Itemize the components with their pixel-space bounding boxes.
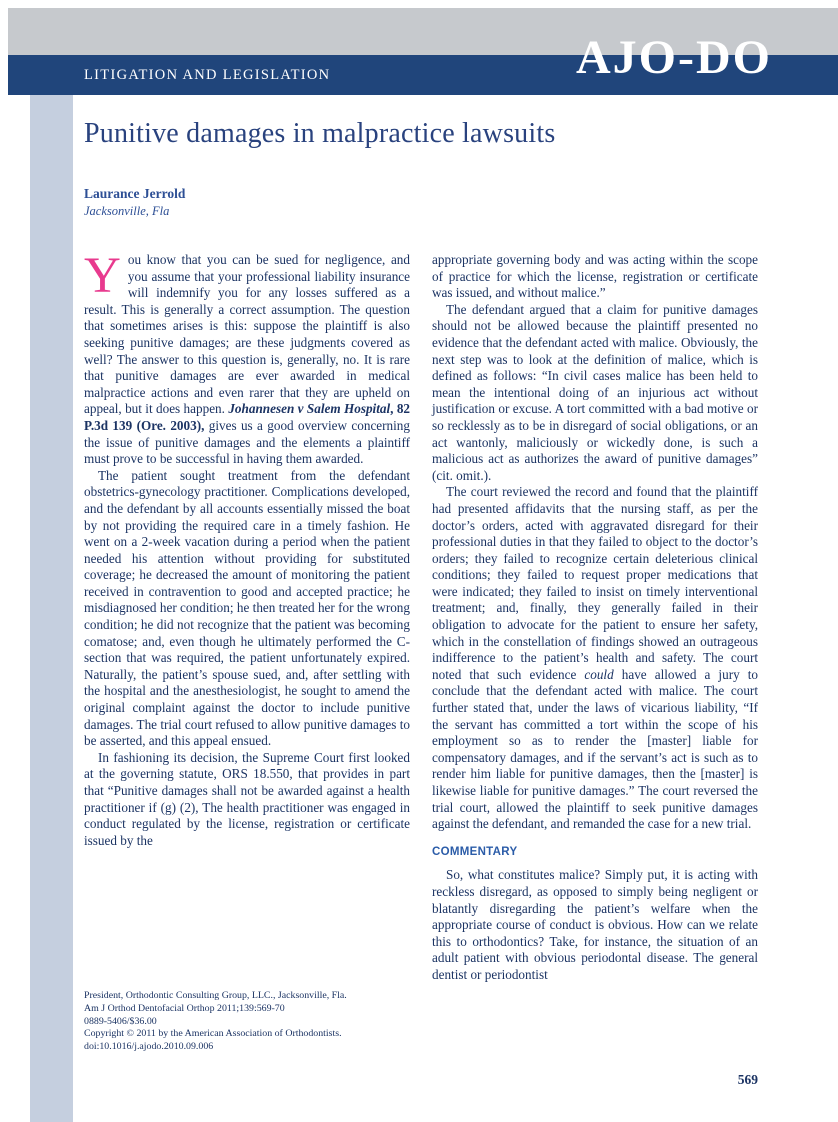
body-paragraph: So, what constitutes malice? Simply put, it is acting with reckless disregard, as opposed to simply being negligent or blatantly disregarding the patient’s welfare when the appropriate course of conduct is obvious. How can we relate this to orthodontics? Take, for instance, the situation of an adult patient with obvious periodontal disease. The general dentist or periodontist xyxy=(432,867,758,982)
body-paragraph: The patient sought treatment from the defendant obstetrics-gynecology practitioner. Complications developed, and the defendant by all accounts essentially missed the boat by not providing the required care in a timely fashion. He went on a 2-week vacation during a period when the patient needed his attention without providing for substituted coverage; he decreased the amount of monitoring the patient received in contravention to good and accepted practice; he misdiagnosed her condition; he then treated her for the wrong condition; he did not recognize that the patient was becoming comatose; and, even though he ultimately performed the C-section that was required, the patient unfortunately expired. Naturally, the patient’s spouse sued, and, after settling with the hospital and the anesthesiologist, he sought to amend the original complaint against the doctor to include punitive damages. The trial court refused to allow punitive damages to be asserted, and this appeal ensued. xyxy=(84,467,410,749)
body-paragraph: The court reviewed the record and found that the plaintiff had presented affidavits that the nursing staff, as per the doctor’s orders, acted with aggravated disregard for their professional duties in that they failed to object to the doctor’s orders; they failed to recognize certain deleterious clinical conditions; they failed to request proper medications that were indicated; they failed to insist on timely interventional treatment; and, finally, they generally failed in their obligation to advocate for the patient to ensure her safety, which in the constellation of findings showed an outrageous indifference to the patient’s health and safety. The court noted that such evidence could have allowed a jury to conclude that the defendant acted with malice. The court further stated that, under the laws of vicarious liability, “If the servant has committed a tort within the scope of his employment so as to render the [master] liable for compensatory damages, and if the servant’s act is such as to render him liable for punitive damages, then the [master] is likewise liable for punitive damages.” The court reversed the trial court, allowed the plaintiff to seek punitive damages against the defendant, and remanded the case for a new trial. xyxy=(432,484,759,832)
section-label: LITIGATION AND LEGISLATION xyxy=(84,66,331,83)
footnote-line: 0889-5406/$36.00 xyxy=(84,1015,157,1027)
footnote-line: Copyright © 2011 by the American Association of Orthodontists. xyxy=(84,1028,342,1040)
drop-cap: Y xyxy=(84,248,121,304)
author-location: Jacksonville, Fla xyxy=(84,204,170,218)
left-margin-strip xyxy=(30,8,73,1122)
author-name: Laurance Jerrold xyxy=(84,186,186,201)
footnote-line: Am J Orthod Dentofacial Orthop 2011;139:569-70 xyxy=(84,1002,285,1014)
footnote-block xyxy=(84,990,418,1054)
page-number: 569 xyxy=(737,1072,758,1087)
body-paragraph: The defendant argued that a claim for punitive damages should not be allowed because the plaintiff presented no evidence that the defendant acted with malice. Obviously, the next step was to look at the definition of malice, which is defined as follows: “In civil cases malice has been held to mean the intentional doing of an injurious act without justification or excuse. A tort committed with a bad motive or so recklessly as to be in disregard of social obligations, or an act wantonly, maliciously or wickedly done, is such a malicious act as authorizes the award of punitive damages” (cit. omit.). xyxy=(432,301,758,483)
body-paragraph: You know that you can be sued for negligence, and you assume that your professional liability insurance will indemnify you for any losses suffered as a result. This is generally a correct assumption. The question that sometimes arises is this: suppose the plaintiff is also seeking punitive damages; are these judgments covered as well? The answer to this question is, generally, no. It is rare that punitive damages are ever awarded in medical malpractice actions and even rarer that they are upheld on appeal, but it does happen. Johannesen v Salem Hospital, 82 P.3d 139 (Ore. 2003), gives us a good overview concerning the issue of punitive damages and the elements a plaintiff must prove to be successful in having them awarded. xyxy=(84,248,410,467)
two-column-body xyxy=(84,248,759,984)
right-column xyxy=(432,252,758,984)
journal-logo: AJO-DO xyxy=(576,31,772,84)
commentary-heading: COMMENTARY xyxy=(432,845,518,858)
body-paragraph: In fashioning its decision, the Supreme Court first looked at the governing statute, ORS 18.550, that provides in part that “Punitive damages shall not be awarded against a health practitioner if (g) (2), The health practitioner was engaged in conduct regulated by the license, registration or certificate issued by the xyxy=(84,749,410,848)
left-column xyxy=(84,248,410,984)
footnote-line: doi:10.1016/j.ajodo.2010.09.006 xyxy=(84,1041,214,1053)
footnote-line: President, Orthodontic Consulting Group, LLC., Jacksonville, Fla. xyxy=(84,990,347,1001)
body-paragraph: appropriate governing body and was acting within the scope of practice for which the license, registration or certificate was issued, and without malice.” xyxy=(432,252,758,301)
article-title: Punitive damages in malpractice lawsuits xyxy=(84,118,556,149)
article-content xyxy=(84,118,758,984)
